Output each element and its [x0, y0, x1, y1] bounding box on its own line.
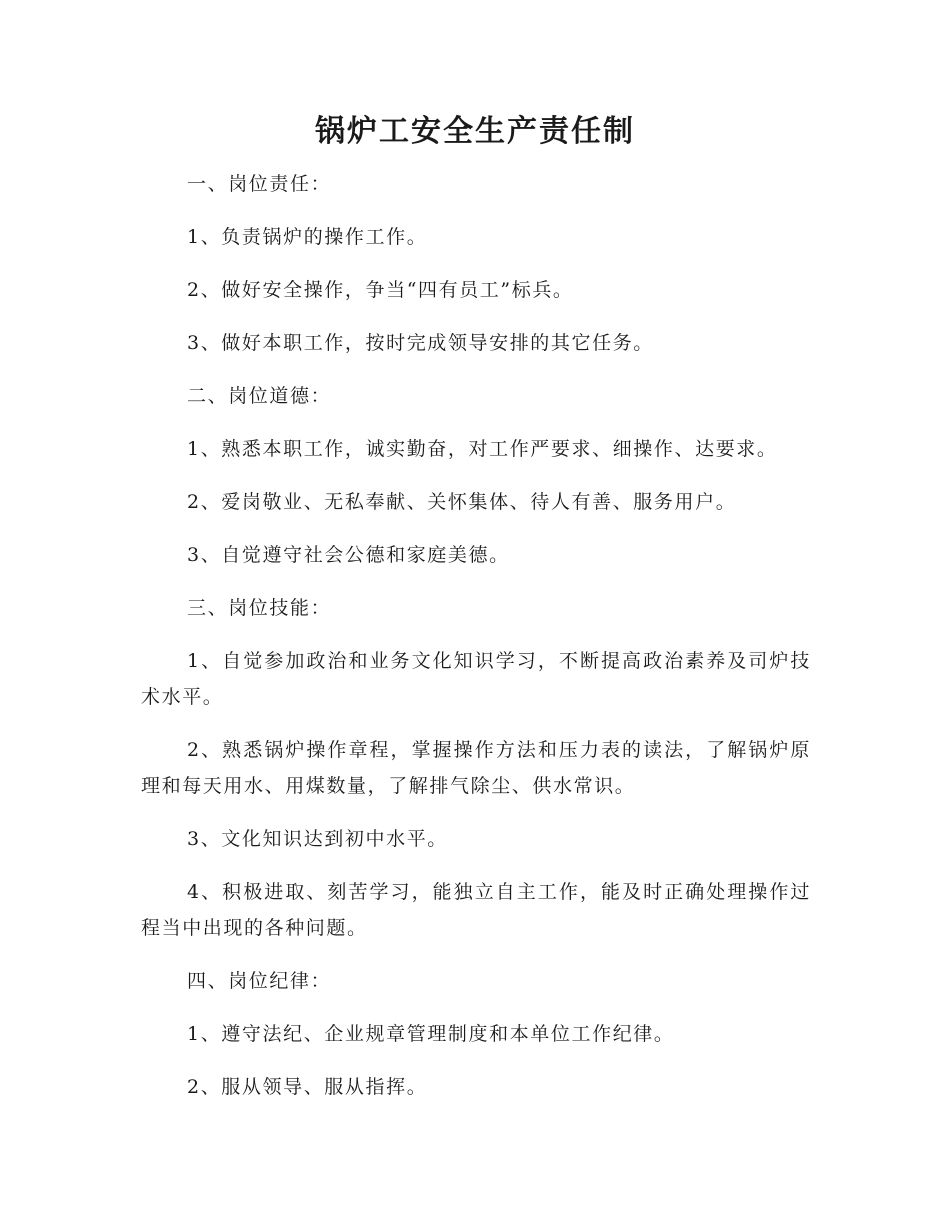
section-heading-3: 三、岗位技能：: [187, 597, 332, 619]
paragraph: 1、自觉参加政治和业务文化知识学习，不断提高政治素养及司炉技术水平。: [141, 650, 811, 708]
paragraph: 2、爱岗敬业、无私奉献、关怀集体、待人有善、服务用户。: [187, 491, 737, 513]
paragraph: 2、做好安全操作，争当“四有员工”标兵。: [187, 279, 574, 301]
section-heading-4: 四、岗位纪律：: [187, 970, 332, 992]
paragraph: 2、熟悉锅炉操作章程，掌握操作方法和压力表的读法，了解锅炉原理和每天用水、用煤数量，了解排气除尘、供水常识。: [141, 739, 811, 797]
paragraph: 3、自觉遵守社会公德和家庭美德。: [187, 544, 510, 566]
paragraph: 1、负责锅炉的操作工作。: [187, 226, 428, 248]
document-title: 锅炉工安全生产责任制: [315, 114, 635, 149]
paragraph: 1、熟悉本职工作，诚实勤奋，对工作严要求、细操作、达要求。: [187, 438, 778, 460]
section-heading-1: 一、岗位责任：: [187, 173, 332, 195]
paragraph: 3、文化知识达到初中水平。: [187, 828, 448, 850]
paragraph: 4、积极进取、刻苦学习，能独立自主工作，能及时正确处理操作过程当中出现的各种问题。: [141, 881, 811, 939]
paragraph: 1、遵守法纪、企业规章管理制度和本单位工作纪律。: [187, 1023, 675, 1045]
paragraph: 2、服从领导、服从指挥。: [187, 1076, 428, 1098]
document-body: [141, 166, 811, 1105]
paragraph: 3、做好本职工作，按时完成领导安排的其它任务。: [187, 332, 654, 354]
section-heading-2: 二、岗位道德：: [187, 385, 332, 407]
